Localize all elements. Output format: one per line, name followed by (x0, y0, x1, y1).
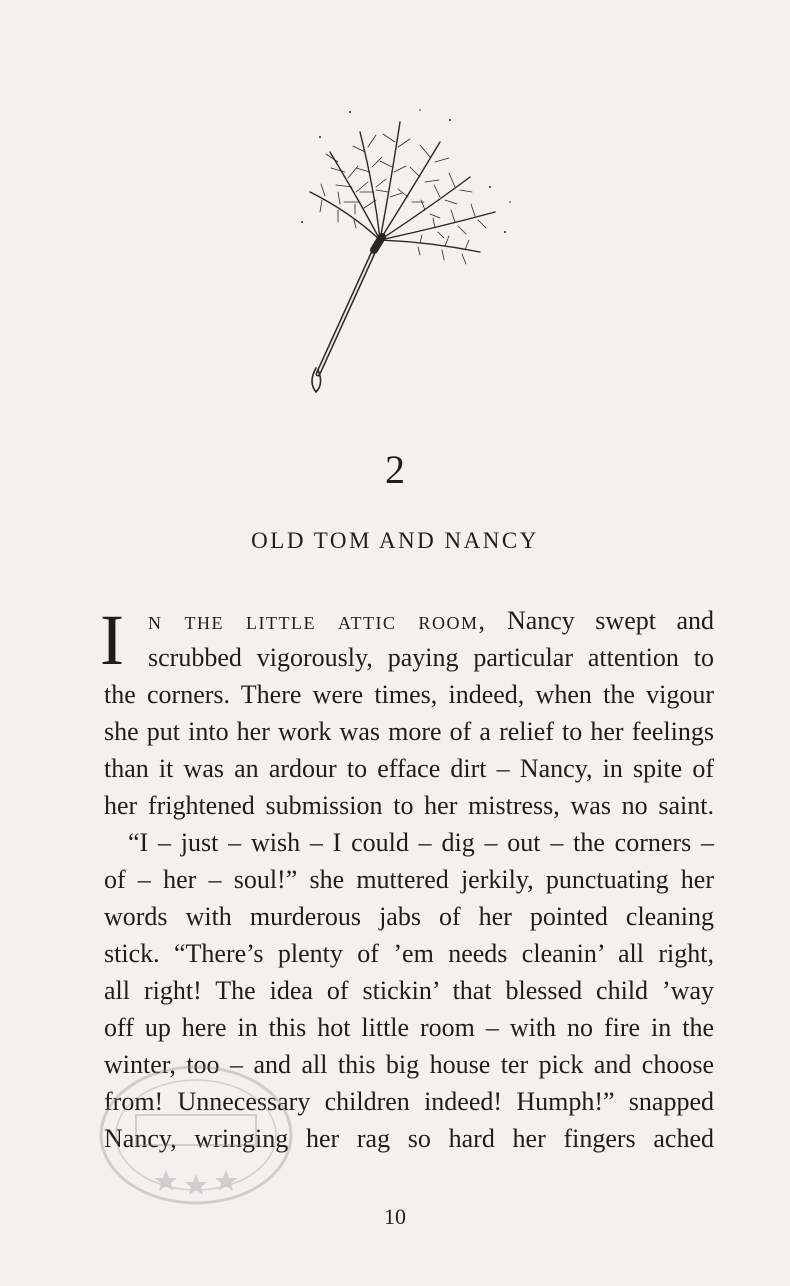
import-stamp-icon (96, 1060, 296, 1210)
drop-cap: I (100, 600, 124, 680)
body-line: she put into her work was more of a relief to her feelings (104, 717, 714, 746)
opening-rest: Nancy swept and (486, 606, 714, 635)
page-number: 10 (384, 1204, 406, 1229)
opening-smallcaps: n the little attic room, (148, 606, 487, 635)
body-line: Nancy, wringing her rag so hard her fingers ached (104, 1124, 714, 1153)
body-line-1 (148, 604, 714, 638)
body-line: scrubbed vigorously, paying particular attention to (148, 643, 714, 672)
body-line: all right! The idea of stickin’ that blessed child ’way (104, 976, 714, 1005)
body-line: of – her – soul!” she muttered jerkily, punctuating her (104, 865, 714, 894)
body-line: “I – just – wish – I could – dig – out – the corners – (128, 828, 714, 857)
body-line: off up here in this hot little room – with no fire in the (104, 1013, 714, 1042)
feather-duster-icon (290, 92, 530, 402)
body-line: than it was an ardour to efface dirt – Nancy, in spite of (104, 754, 714, 783)
body-line: stick. “There’s plenty of ’em needs cleanin’ all right, (104, 939, 714, 968)
body-line: the corners. There were times, indeed, when the vigour (104, 680, 714, 709)
chapter-title: OLD TOM AND NANCY (251, 528, 539, 553)
body-line: her frightened submission to her mistress, was no saint. (104, 791, 714, 820)
body-line: from! Unnecessary children indeed! Humph!” snapped (104, 1087, 714, 1116)
chapter-number: 2 (385, 447, 405, 492)
body-line: words with murderous jabs of her pointed cleaning (104, 902, 714, 931)
body-line: winter, too – and all this big house ter pick and choose (104, 1050, 714, 1079)
